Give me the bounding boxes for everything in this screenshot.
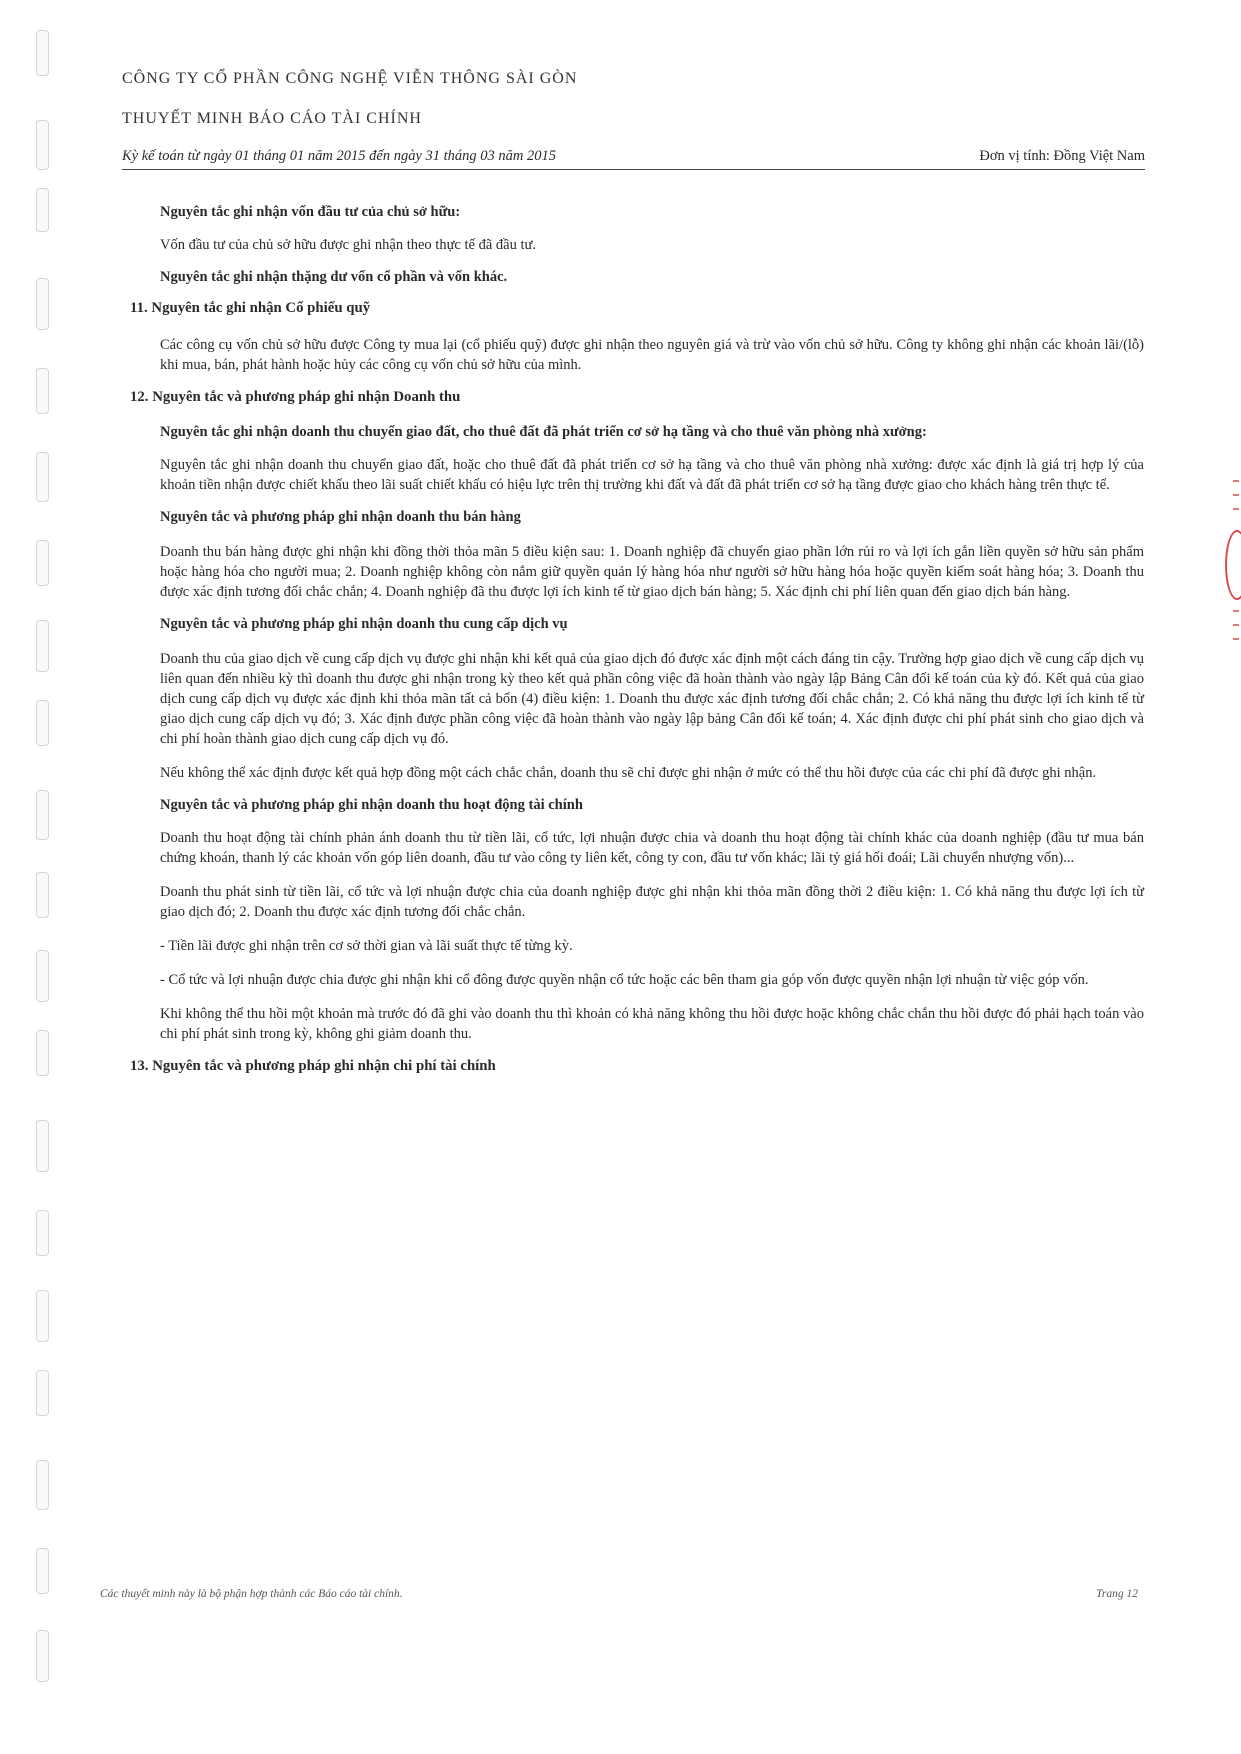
- financial-revenue-text-2: Doanh thu phát sinh từ tiền lãi, cổ tức và lợi nhuận được chia của doanh nghiệp được ghi nhận khi thỏa mãn đồng thời 2 điều kiện: 1. Có khả năng thu được lợi ích từ giao dịch đó; 2. Doanh thu được xác định tương đối chắc chắn.: [160, 884, 1144, 920]
- document-body: [122, 204, 1144, 1093]
- surplus-heading: Nguyên tắc ghi nhận thặng dư vốn cổ phần và vốn khác.: [160, 269, 508, 285]
- service-revenue-text: Doanh thu của giao dịch về cung cấp dịch vụ được ghi nhận khi kết quả của giao dịch đó được xác định một cách đáng tin cậy. Trường hợp giao dịch về cung cấp dịch vụ liên quan đến nhiều kỳ thì doanh thu được ghi nhận trong kỳ theo kết quả phần công việc đã hoàn thành vào ngày lập Bảng Cân đối kế toán của kỳ đó. Kết quả của giao dịch cung cấp dịch vụ được xác định khi thỏa mãn tất cả bốn (4) điều kiện: 1. Doanh thu được xác định tương đối chắc chắn; 2. Có khả năng thu được lợi ích kinh tế từ giao dịch cung cấp dịch vụ đó; 3. Xác định được phần công việc đã hoàn thành vào ngày lập bảng Cân đối kế toán; 4. Xác định được chi phí phát sinh cho giao dịch và chi phí hoàn thành giao dịch cung cấp dịch vụ đó.: [160, 651, 1144, 747]
- equity-text: Vốn đầu tư của chủ sở hữu được ghi nhận theo thực tế đã đầu tư.: [160, 237, 536, 253]
- service-revenue-heading: Nguyên tắc và phương pháp ghi nhận doanh thu cung cấp dịch vụ: [160, 616, 568, 632]
- stamp-edge-mark: [1223, 470, 1241, 650]
- page-header: [122, 70, 1145, 170]
- binding-holes: [26, 0, 56, 1754]
- equity-heading: Nguyên tắc ghi nhận vốn đầu tư của chủ sở hữu:: [160, 204, 461, 220]
- financial-revenue-heading: Nguyên tắc và phương pháp ghi nhận doanh thu hoạt động tài chính: [160, 797, 583, 813]
- land-revenue-text: Nguyên tắc ghi nhận doanh thu chuyển giao đất, hoặc cho thuê đất đã phát triển cơ sở hạ tầng và cho thuê văn phòng nhà xưởng: được xác định là giá trị hợp lý của khoản tiền nhận được chiết khấu theo lãi suất chiết khấu có hiệu lực trên thị trường khi đất và đất đã phát triển cơ sở hạ tầng được giao cho khách hàng trên thực tế.: [160, 457, 1144, 493]
- section-13-title: 13. Nguyên tắc và phương pháp ghi nhận chi phí tài chính: [130, 1058, 496, 1074]
- financial-revenue-text-5: Khi không thể thu hồi một khoản mà trước đó đã ghi vào doanh thu thì khoản có khả năng không thu hồi được hoặc không chắc chắn thu hồi được đó phải hạch toán vào chi phí phát sinh trong kỳ, không ghi giảm doanh thu.: [160, 1006, 1144, 1042]
- section-11-title: 11. Nguyên tắc ghi nhận Cổ phiếu quỹ: [130, 300, 371, 316]
- footer-note: Các thuyết minh này là bộ phận hợp thành các Báo cáo tài chính.: [100, 1588, 403, 1600]
- currency-unit: Đơn vị tính: Đồng Việt Nam: [979, 148, 1145, 164]
- report-title: THUYẾT MINH BÁO CÁO TÀI CHÍNH: [122, 110, 422, 127]
- page-number: Trang 12: [1096, 1588, 1138, 1600]
- section-12-title: 12. Nguyên tắc và phương pháp ghi nhận Doanh thu: [130, 389, 461, 405]
- accounting-period: Kỳ kế toán từ ngày 01 tháng 01 năm 2015 đến ngày 31 tháng 03 năm 2015: [122, 148, 557, 164]
- sales-revenue-text: Doanh thu bán hàng được ghi nhận khi đồng thời thỏa mãn 5 điều kiện sau: 1. Doanh nghiệp đã chuyển giao phần lớn rủi ro và lợi ích gắn liền quyền sở hữu sản phẩm hoặc hàng hóa cho người mua; 2. Doanh nghiệp không còn nắm giữ quyền quản lý hàng hóa như người sở hữu hàng hóa hoặc quyền kiểm soát hàng hóa; 3. Doanh thu được xác định tương đối chắc chắn; 4. Doanh nghiệp đã thu được lợi ích kinh tế từ giao dịch bán hàng; 5. Xác định chi phí liên quan đến giao dịch bán hàng.: [160, 544, 1144, 600]
- financial-revenue-text-4: - Cổ tức và lợi nhuận được chia được ghi nhận khi cổ đông được quyền nhận cổ tức hoặc các bên tham gia góp vốn được quyền nhận lợi nhuận từ việc góp vốn.: [160, 972, 1089, 988]
- page-footer: [100, 1588, 1138, 1600]
- company-name: CÔNG TY CỔ PHẦN CÔNG NGHỆ VIỄN THÔNG SÀI GÒN: [122, 70, 578, 87]
- section-11-text: Các công cụ vốn chủ sở hữu được Công ty mua lại (cổ phiếu quỹ) được ghi nhận theo nguyên giá và trừ vào vốn chủ sở hữu. Công ty không ghi nhận các khoản lãi/(lỗ) khi mua, bán, phát hành hoặc hủy các công cụ vốn chủ sở hữu của mình.: [160, 337, 1144, 373]
- financial-revenue-text-1: Doanh thu hoạt động tài chính phản ánh doanh thu từ tiền lãi, cổ tức, lợi nhuận được chia và doanh thu hoạt động tài chính khác của doanh nghiệp (đầu tư mua bán chứng khoán, thanh lý các khoản vốn góp liên doanh, đầu tư vào công ty liên kết, công ty con, đầu tư vốn khác; lãi tỷ giá hối đoái; Lãi chuyển nhượng vốn)...: [160, 830, 1144, 866]
- sales-revenue-heading: Nguyên tắc và phương pháp ghi nhận doanh thu bán hàng: [160, 509, 521, 525]
- land-revenue-heading: Nguyên tắc ghi nhận doanh thu chuyển giao đất, cho thuê đất đã phát triển cơ sở hạ tầng và cho thuê văn phòng nhà xưởng:: [160, 424, 927, 440]
- service-revenue-text-2: Nếu không thể xác định được kết quả hợp đồng một cách chắc chắn, doanh thu sẽ chỉ được ghi nhận ở mức có thể thu hồi được của các chi phí đã được ghi nhận.: [160, 765, 1097, 781]
- period-row: [122, 148, 1145, 170]
- financial-revenue-text-3: - Tiền lãi được ghi nhận trên cơ sở thời gian và lãi suất thực tế từng kỳ.: [160, 938, 573, 954]
